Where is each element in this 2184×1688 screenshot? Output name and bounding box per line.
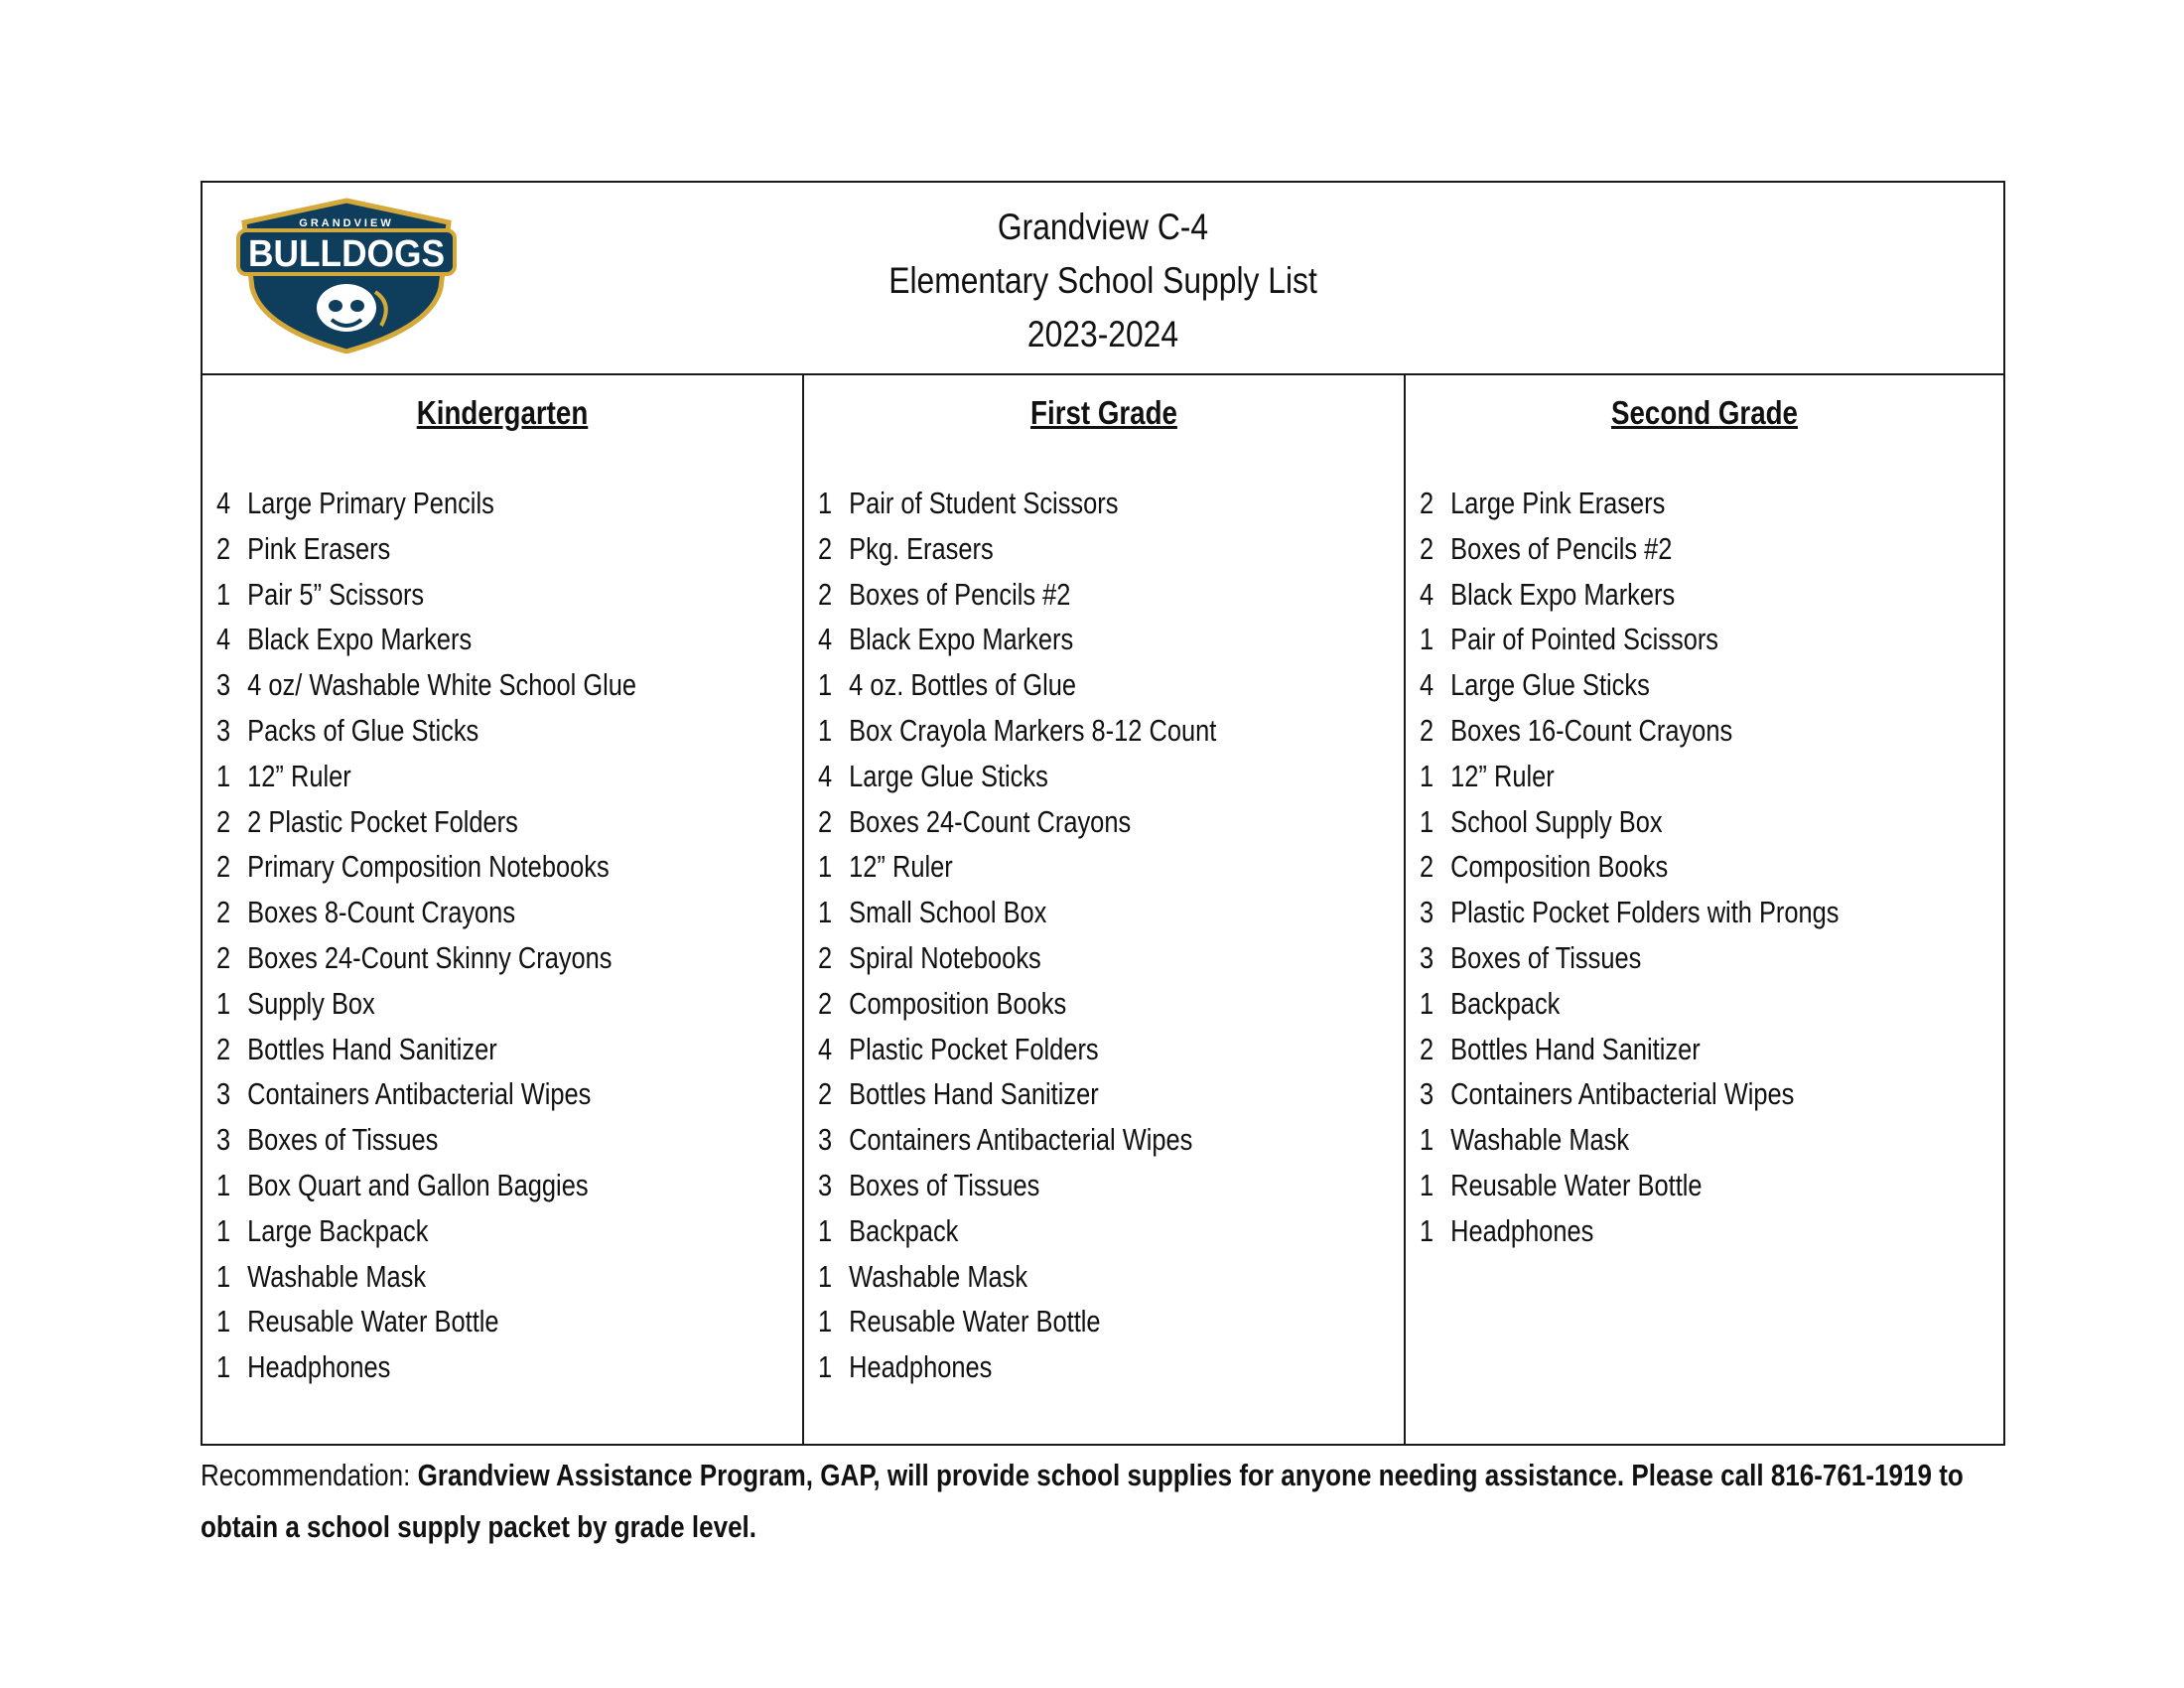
recommendation-label: Recommendation: xyxy=(201,1458,411,1492)
column-second-grade xyxy=(1406,375,2003,1444)
list-item xyxy=(216,1117,636,1163)
supply-list-table xyxy=(201,181,2005,1446)
item-quantity: 1 xyxy=(216,758,231,793)
item-quantity: 1 xyxy=(818,1212,833,1248)
table-header xyxy=(203,183,2003,375)
item-name: School Supply Box xyxy=(1450,803,1663,839)
list-item xyxy=(1420,572,1840,618)
item-quantity: 4 xyxy=(1420,576,1434,612)
item-quantity: 2 xyxy=(818,939,833,975)
item-name: Reusable Water Bottle xyxy=(849,1304,1101,1339)
item-name: Large Glue Sticks xyxy=(1450,667,1650,703)
item-quantity: 3 xyxy=(216,1076,231,1112)
item-name: Boxes of Tissues xyxy=(247,1122,439,1158)
document-title xyxy=(203,201,2003,361)
list-item xyxy=(216,981,636,1027)
item-name: 12” Ruler xyxy=(247,758,351,793)
item-name: Plastic Pocket Folders xyxy=(849,1031,1099,1066)
list-item xyxy=(1420,935,1840,981)
list-item xyxy=(1420,662,1840,708)
item-quantity: 2 xyxy=(818,985,833,1021)
column-first-grade xyxy=(804,375,1406,1444)
item-quantity: 1 xyxy=(1420,985,1434,1021)
item-quantity: 1 xyxy=(818,1304,833,1339)
item-quantity: 1 xyxy=(1420,622,1434,657)
item-quantity: 3 xyxy=(1420,895,1434,930)
list-item xyxy=(818,526,1216,572)
item-name: Containers Antibacterial Wipes xyxy=(849,1122,1193,1158)
list-item xyxy=(216,1254,636,1300)
item-name: Large Primary Pencils xyxy=(247,486,494,520)
item-quantity: 1 xyxy=(216,576,231,612)
item-quantity: 1 xyxy=(1420,1122,1434,1158)
item-name: Boxes 24-Count Skinny Crayons xyxy=(247,939,613,975)
item-name: Pair of Student Scissors xyxy=(849,486,1119,520)
list-item xyxy=(1420,1117,1840,1163)
item-quantity: 3 xyxy=(1420,1076,1434,1112)
supply-items xyxy=(216,481,729,1390)
list-item xyxy=(1420,1163,1840,1208)
item-name: 12” Ruler xyxy=(849,849,953,885)
column-kindergarten xyxy=(203,375,804,1444)
item-name: 12” Ruler xyxy=(1450,758,1555,793)
list-item xyxy=(216,1071,636,1117)
item-quantity: 2 xyxy=(216,939,231,975)
title-school-year: 2023-2024 xyxy=(1026,314,1179,354)
list-item xyxy=(216,1344,636,1390)
item-name: Boxes 8-Count Crayons xyxy=(247,895,516,930)
list-item xyxy=(1420,981,1840,1027)
list-item xyxy=(818,935,1216,981)
item-name: Reusable Water Bottle xyxy=(1450,1167,1703,1202)
recommendation-message: Grandview Assistance Program, GAP, will provide school supplies for anyone needing assistance. Please call 816-761-1919 to obtain a school supply packet by grade level. xyxy=(201,1458,1964,1544)
item-quantity: 2 xyxy=(216,803,231,839)
item-name: Headphones xyxy=(247,1349,391,1385)
item-name: Supply Box xyxy=(247,985,375,1021)
item-name: 2 Plastic Pocket Folders xyxy=(247,803,518,839)
list-item xyxy=(216,572,636,618)
item-quantity: 2 xyxy=(216,849,231,885)
list-item xyxy=(216,799,636,845)
list-item xyxy=(818,1254,1216,1300)
item-name: Black Expo Markers xyxy=(247,622,473,657)
recommendation-note xyxy=(201,1450,2018,1553)
item-name: Small School Box xyxy=(849,895,1047,930)
item-name: Packs of Glue Sticks xyxy=(247,712,479,748)
item-quantity: 2 xyxy=(1420,712,1434,748)
item-name: Boxes 16-Count Crayons xyxy=(1450,712,1733,748)
list-item xyxy=(818,844,1216,890)
list-item xyxy=(216,935,636,981)
list-item xyxy=(1420,1071,1840,1117)
item-quantity: 2 xyxy=(216,895,231,930)
list-item xyxy=(818,890,1216,935)
logo-main-text: BULLDOGS xyxy=(248,233,445,275)
list-item xyxy=(818,1299,1216,1344)
item-quantity: 1 xyxy=(818,667,833,703)
item-quantity: 2 xyxy=(818,1076,833,1112)
item-quantity: 1 xyxy=(818,1258,833,1294)
item-quantity: 2 xyxy=(818,803,833,839)
item-name: Composition Books xyxy=(1450,849,1669,885)
item-name: Headphones xyxy=(849,1349,993,1385)
list-item xyxy=(1420,754,1840,799)
list-item xyxy=(818,708,1216,754)
item-name: Boxes of Tissues xyxy=(849,1167,1040,1202)
item-name: Pkg. Erasers xyxy=(849,530,994,566)
list-item xyxy=(1420,844,1840,890)
list-item xyxy=(818,799,1216,845)
item-name: Large Glue Sticks xyxy=(849,758,1048,793)
list-item xyxy=(216,662,636,708)
title-list-name: Elementary School Supply List xyxy=(888,260,1317,301)
item-name: Washable Mask xyxy=(1450,1122,1630,1158)
item-quantity: 1 xyxy=(1420,1167,1434,1202)
list-item xyxy=(1420,526,1840,572)
grade-columns xyxy=(203,375,2003,1444)
item-name: Boxes of Pencils #2 xyxy=(1450,530,1673,566)
item-quantity: 1 xyxy=(818,895,833,930)
item-quantity: 2 xyxy=(1420,1031,1434,1066)
item-name: Bottles Hand Sanitizer xyxy=(849,1076,1099,1112)
item-name: Composition Books xyxy=(849,985,1067,1021)
item-name: Bottles Hand Sanitizer xyxy=(1450,1031,1701,1066)
list-item xyxy=(1420,1027,1840,1072)
item-name: Pair 5” Scissors xyxy=(247,576,425,612)
item-name: Plastic Pocket Folders with Prongs xyxy=(1450,895,1840,930)
list-item xyxy=(1420,617,1840,662)
item-name: Pink Erasers xyxy=(247,530,391,566)
item-quantity: 1 xyxy=(1420,758,1434,793)
list-item xyxy=(216,1027,636,1072)
item-name: Backpack xyxy=(849,1212,959,1248)
list-item xyxy=(216,754,636,799)
list-item xyxy=(216,617,636,662)
item-name: Headphones xyxy=(1450,1212,1594,1248)
item-name: Primary Composition Notebooks xyxy=(247,849,610,885)
item-quantity: 1 xyxy=(216,1258,231,1294)
item-quantity: 2 xyxy=(216,1031,231,1066)
list-item xyxy=(216,890,636,935)
item-quantity: 1 xyxy=(1420,803,1434,839)
list-item xyxy=(818,1163,1216,1208)
title-district: Grandview C-4 xyxy=(997,207,1209,247)
list-item xyxy=(1420,481,1840,526)
item-name: Boxes 24-Count Crayons xyxy=(849,803,1132,839)
list-item xyxy=(1420,799,1840,845)
list-item xyxy=(216,481,636,526)
item-name: Spiral Notebooks xyxy=(849,939,1041,975)
list-item xyxy=(216,526,636,572)
supply-items xyxy=(818,481,1303,1390)
item-quantity: 1 xyxy=(216,1304,231,1339)
item-name: Washable Mask xyxy=(849,1258,1028,1294)
item-quantity: 2 xyxy=(216,530,231,566)
list-item xyxy=(1420,708,1840,754)
item-quantity: 1 xyxy=(1420,1212,1434,1248)
item-quantity: 2 xyxy=(818,576,833,612)
item-quantity: 2 xyxy=(1420,849,1434,885)
list-item xyxy=(818,754,1216,799)
item-quantity: 3 xyxy=(216,667,231,703)
list-item xyxy=(818,1071,1216,1117)
item-name: Boxes of Pencils #2 xyxy=(849,576,1071,612)
list-item xyxy=(818,1208,1216,1254)
list-item xyxy=(818,481,1216,526)
item-name: 4 oz/ Washable White School Glue xyxy=(247,667,637,703)
list-item xyxy=(818,1027,1216,1072)
list-item xyxy=(216,1163,636,1208)
column-heading: Kindergarten xyxy=(416,394,589,431)
item-quantity: 4 xyxy=(818,758,833,793)
item-name: Boxes of Tissues xyxy=(1450,939,1642,975)
item-quantity: 1 xyxy=(818,1349,833,1385)
item-quantity: 3 xyxy=(818,1122,833,1158)
item-name: Backpack xyxy=(1450,985,1561,1021)
item-quantity: 3 xyxy=(1420,939,1434,975)
list-item xyxy=(818,1344,1216,1390)
item-name: Pair of Pointed Scissors xyxy=(1450,622,1719,657)
item-name: Large Pink Erasers xyxy=(1450,486,1666,520)
item-quantity: 1 xyxy=(818,712,833,748)
column-heading: Second Grade xyxy=(1611,394,1798,431)
list-item xyxy=(216,1299,636,1344)
item-quantity: 3 xyxy=(216,712,231,748)
item-quantity: 3 xyxy=(216,1122,231,1158)
item-name: Large Backpack xyxy=(247,1212,429,1248)
item-quantity: 2 xyxy=(1420,486,1434,520)
item-quantity: 1 xyxy=(216,985,231,1021)
item-quantity: 4 xyxy=(818,622,833,657)
item-quantity: 1 xyxy=(818,486,833,520)
list-item xyxy=(1420,1208,1840,1254)
item-name: Black Expo Markers xyxy=(849,622,1074,657)
item-quantity: 1 xyxy=(216,1212,231,1248)
item-quantity: 1 xyxy=(216,1167,231,1202)
item-name: Reusable Water Bottle xyxy=(247,1304,499,1339)
item-name: Box Crayola Markers 8-12 Count xyxy=(849,712,1217,748)
item-name: Containers Antibacterial Wipes xyxy=(247,1076,592,1112)
list-item xyxy=(1420,890,1840,935)
logo-top-text: GRANDVIEW xyxy=(299,217,394,229)
supply-items xyxy=(1420,481,1931,1254)
item-quantity: 1 xyxy=(216,1349,231,1385)
item-quantity: 4 xyxy=(818,1031,833,1066)
item-quantity: 4 xyxy=(1420,667,1434,703)
list-item xyxy=(216,1208,636,1254)
item-quantity: 3 xyxy=(818,1167,833,1202)
list-item xyxy=(818,662,1216,708)
item-name: Box Quart and Gallon Baggies xyxy=(247,1167,589,1202)
list-item xyxy=(818,981,1216,1027)
column-heading: First Grade xyxy=(1030,394,1177,431)
list-item xyxy=(818,617,1216,662)
list-item xyxy=(818,1117,1216,1163)
list-item xyxy=(216,708,636,754)
item-name: Containers Antibacterial Wipes xyxy=(1450,1076,1795,1112)
item-quantity: 4 xyxy=(216,622,231,657)
item-name: Black Expo Markers xyxy=(1450,576,1676,612)
item-quantity: 1 xyxy=(818,849,833,885)
item-quantity: 2 xyxy=(818,530,833,566)
list-item xyxy=(216,844,636,890)
item-name: Washable Mask xyxy=(247,1258,427,1294)
item-name: 4 oz. Bottles of Glue xyxy=(849,667,1077,703)
list-item xyxy=(818,572,1216,618)
item-quantity: 4 xyxy=(216,486,231,520)
item-name: Bottles Hand Sanitizer xyxy=(247,1031,497,1066)
item-quantity: 2 xyxy=(1420,530,1434,566)
